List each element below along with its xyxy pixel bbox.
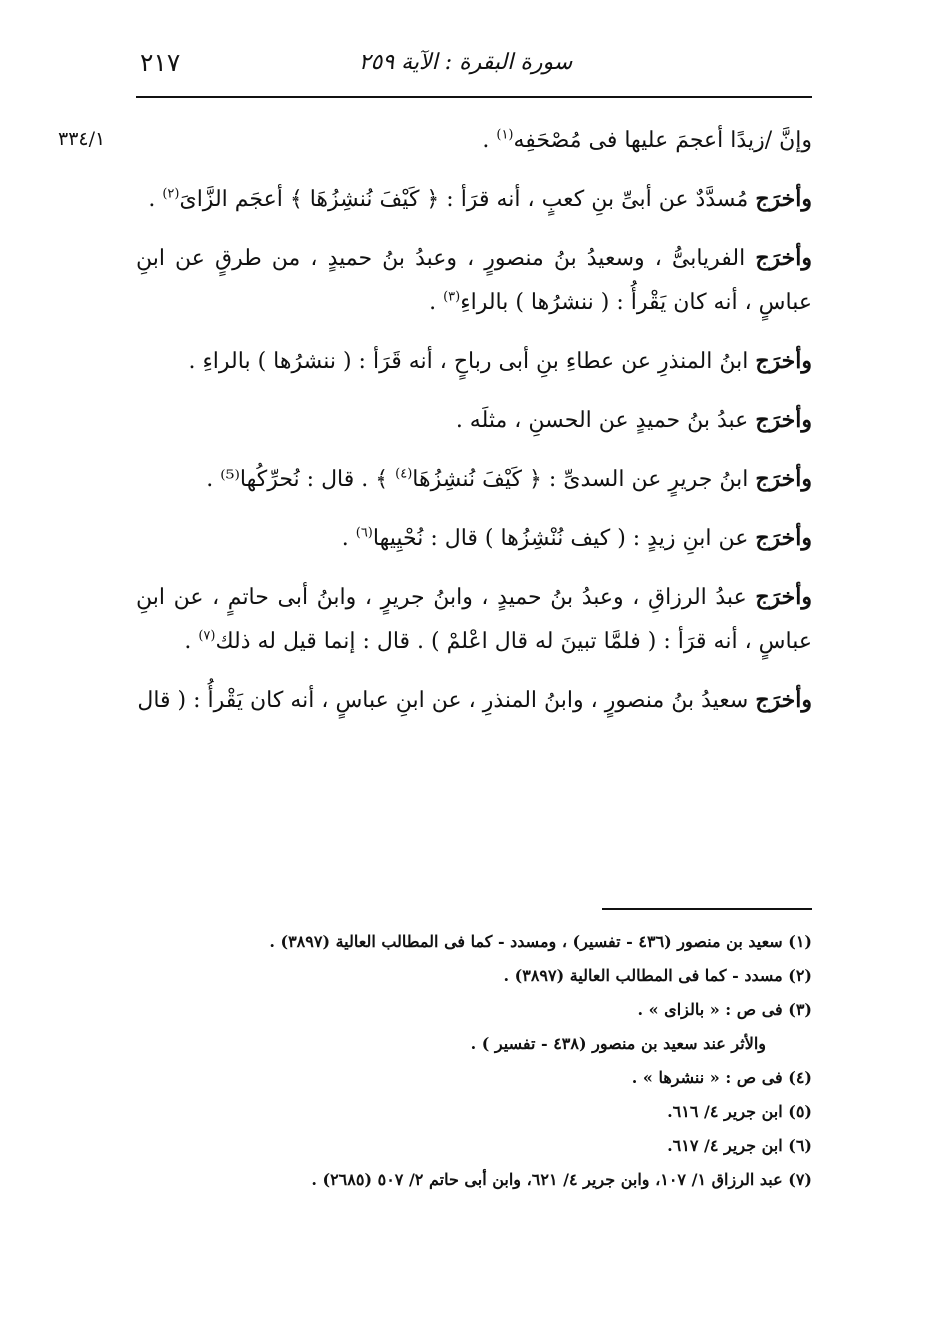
paragraph-lead: وأخرَج <box>755 348 812 374</box>
paragraph-tail: . <box>429 290 444 315</box>
footnotes <box>136 930 812 1202</box>
paragraph-text: الفريابىُّ ، وسعيدُ بنُ منصورٍ ، وعبدُ بنُ حميدٍ ، من طرقٍ عن ابنِ عباسٍ ، أنه كان يَقْرأُ : ( ننشرُها ) بالراءِ <box>136 246 812 315</box>
footnote-marker: (٧) <box>198 628 216 644</box>
paragraph-tail: . <box>341 526 356 551</box>
paragraph-tail: . <box>148 187 163 212</box>
footnote-marker: (٣) <box>443 289 461 305</box>
paragraph-lead: وأخرَج <box>755 466 812 492</box>
footnote-continuation: والأثر عند سعيد بن منصور (٤٣٨ - تفسير ) . <box>470 1034 766 1053</box>
paragraph-tail: . <box>482 128 497 153</box>
paragraph-tail: ﴾ . قال : نُحرِّكُها⁽⁵⁾ . <box>206 467 396 492</box>
paragraph <box>136 575 812 664</box>
footnotes-rule <box>602 908 812 910</box>
paragraph-tail: . <box>184 629 199 654</box>
paragraph <box>136 339 812 384</box>
footnote: (٦) ابن جرير ٤/ ٦١٧. <box>667 1136 812 1155</box>
paragraph-text: مُسدَّدٌ عن أبىِّ بنِ كعبٍ ، أنه قرَأ : ﴿ كَيْفَ نُنشِزُهَا ﴾ أعجَم الزَّاىَ <box>179 187 756 212</box>
paragraph <box>136 678 812 723</box>
paragraph-lead: وأخرَج <box>755 407 812 433</box>
paragraph <box>136 236 812 325</box>
running-header-title: سورة البقرة : الآية ٢٥٩ <box>358 50 573 75</box>
paragraph-text: سعيدُ بنُ منصورٍ ، وابنُ المنذرِ ، عن ابنِ عباسٍ ، أنه كان يَقْرأُ : ( قال <box>137 688 756 713</box>
paragraph <box>136 177 812 222</box>
paragraph <box>136 118 812 163</box>
main-text <box>136 118 812 737</box>
paragraph <box>136 398 812 443</box>
paragraph <box>136 457 812 502</box>
paragraph-text: ابنُ جريرٍ عن السدىِّ : ﴿ كَيْفَ نُنشِزُهَا <box>412 467 756 492</box>
footnote: (٧) عبد الرزاق ١/ ١٠٧، وابن جرير ٤/ ٦٢١، وابن أبى حاتم ٢/ ٥٠٧ (٢٦٨٥) . <box>311 1170 812 1189</box>
footnote: (٥) ابن جرير ٤/ ٦١٦. <box>667 1102 812 1121</box>
footnote-marker: (١) <box>496 127 514 143</box>
footnote: (٤) فى ص : « ننشرها » . <box>631 1068 812 1087</box>
footnote-marker: (٢) <box>162 186 180 202</box>
paragraph-lead: وأخرَج <box>755 186 812 212</box>
footnote: (٣) فى ص : « بالزاى » . <box>637 1000 812 1019</box>
paragraph-text: عبدُ بنُ حميدٍ عن الحسنِ ، مثلَه . <box>455 408 756 433</box>
header-rule <box>136 96 812 98</box>
footnote-marker: (٤) <box>395 466 413 482</box>
paragraph-text: عبدُ الرزاقِ ، وعبدُ بنُ حميدٍ ، وابنُ جريرٍ ، وابنُ أبى حاتمٍ ، عن ابنِ عباسٍ ، أنه قرَأ : ( فلمَّا تبينَ له قال اعْلمْ ) . قال : إنما قيل له ذلك <box>136 585 812 654</box>
paragraph-lead: وأخرَج <box>755 584 812 610</box>
footnote-marker: (٦) <box>355 525 373 541</box>
footnote: (٢) مسدد - كما فى المطالب العالية (٣٨٩٧) . <box>503 966 812 985</box>
paragraph-lead: وأخرَج <box>755 687 812 713</box>
footnote: (١) سعيد بن منصور (٤٣٦ - تفسير) ، ومسدد - كما فى المطالب العالية (٣٨٩٧) . <box>269 932 812 951</box>
margin-reference: ٣٣٤/١ <box>58 128 106 150</box>
paragraph-text: ابنُ المنذرِ عن عطاءِ بنِ أبى رباحٍ ، أنه قَرَأ : ( ننشرُها ) بالراءِ . <box>188 349 756 374</box>
paragraph-text: عن ابنِ زيدٍ : ( كيف نُنْشِزُها ) قال : نُحْيِيها <box>372 526 756 551</box>
paragraph <box>136 516 812 561</box>
paragraph-text: وإنَّ /زيدًا أعجمَ عليها فى مُصْحَفِه <box>513 128 812 153</box>
page-number: ٢١٧ <box>140 48 181 77</box>
paragraph-lead: وأخرَج <box>755 245 812 271</box>
paragraph-lead: وأخرَج <box>755 525 812 551</box>
